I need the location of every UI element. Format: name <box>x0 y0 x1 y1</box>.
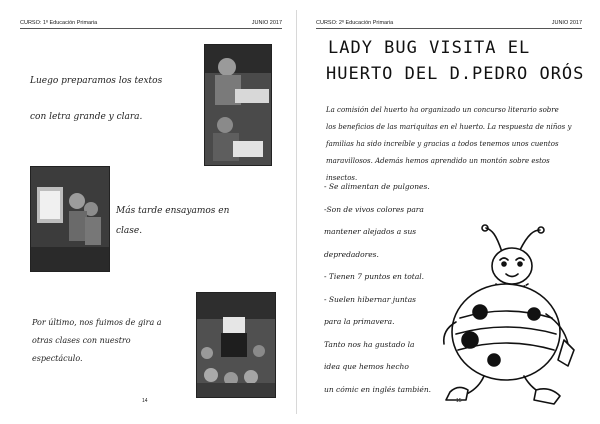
fact-line: depredadores. <box>324 249 379 259</box>
fact-line: mantener alejados a sus <box>324 227 417 236</box>
photo-rehearsal-class <box>30 166 110 272</box>
fact-line: - Tienen 7 puntos en total. <box>324 272 425 281</box>
photo-writing-image <box>205 45 271 165</box>
photo-rehearsal-image <box>31 167 109 271</box>
left-date-label: JUNIO 2017 <box>251 20 282 26</box>
right-date-label: JUNIO 2017 <box>551 20 582 26</box>
text-block-1-line-1: Luego preparamos los textos <box>30 76 163 86</box>
text-block-3-line-2: otras clases con nuestro <box>32 336 131 345</box>
right-course-label: CURSO: 2º Educación Primaria <box>316 20 394 26</box>
text-block-2-line-2: clase. <box>116 226 143 236</box>
right-page-number: 15 <box>456 398 462 404</box>
photo-writing-children <box>204 44 272 166</box>
text-block-3-line-3: espectáculo. <box>32 354 83 363</box>
left-course-label: CURSO: 1º Educación Primaria <box>20 20 98 26</box>
left-page-number: 14 <box>142 398 148 404</box>
fact-line: Tanto nos ha gustado la <box>324 339 415 349</box>
fact-line: - Suelen hibernar juntas <box>324 294 417 304</box>
photo-touring-classes <box>196 292 276 398</box>
ladybug-drawing <box>436 222 586 412</box>
title-line-1: LADY BUG VISITA EL <box>328 38 531 58</box>
text-block-1-line-2: con letra grande y clara. <box>30 112 143 122</box>
fact-line: -Son de vivos colores para <box>324 204 424 214</box>
fact-line: para la primavera. <box>324 317 395 326</box>
photo-touring-image <box>197 293 275 397</box>
text-block-3-line-1: Por último, nos fuimos de gira a <box>32 318 162 327</box>
intro-line-1: La comisión del huerto ha organizado un concurso literario sobre <box>326 106 559 114</box>
fact-line: - Se alimentan de pulgones. <box>324 182 430 191</box>
intro-paragraph <box>326 102 580 187</box>
left-page-header <box>20 18 282 29</box>
right-page <box>308 10 592 414</box>
text-block-2-line-1: Más tarde ensayamos en <box>116 206 230 216</box>
intro-line-4: maravillosos. Además hemos aprendido un montón sobre estos insectos. <box>326 157 550 182</box>
fact-line: un cómic en inglés también. <box>324 384 432 394</box>
title-line-2: HUERTO DEL D.PEDRO ORÓS <box>326 64 585 84</box>
right-page-header <box>316 18 582 29</box>
intro-line-3: familias ha sido increíble y gracias a todos tenemos unos cuentos <box>326 140 559 148</box>
left-page <box>8 10 297 414</box>
fact-line: idea que hemos hecho <box>324 362 409 371</box>
intro-line-2: los beneficios de las mariquitas en el huerto. La respuesta de niños y <box>326 123 572 131</box>
